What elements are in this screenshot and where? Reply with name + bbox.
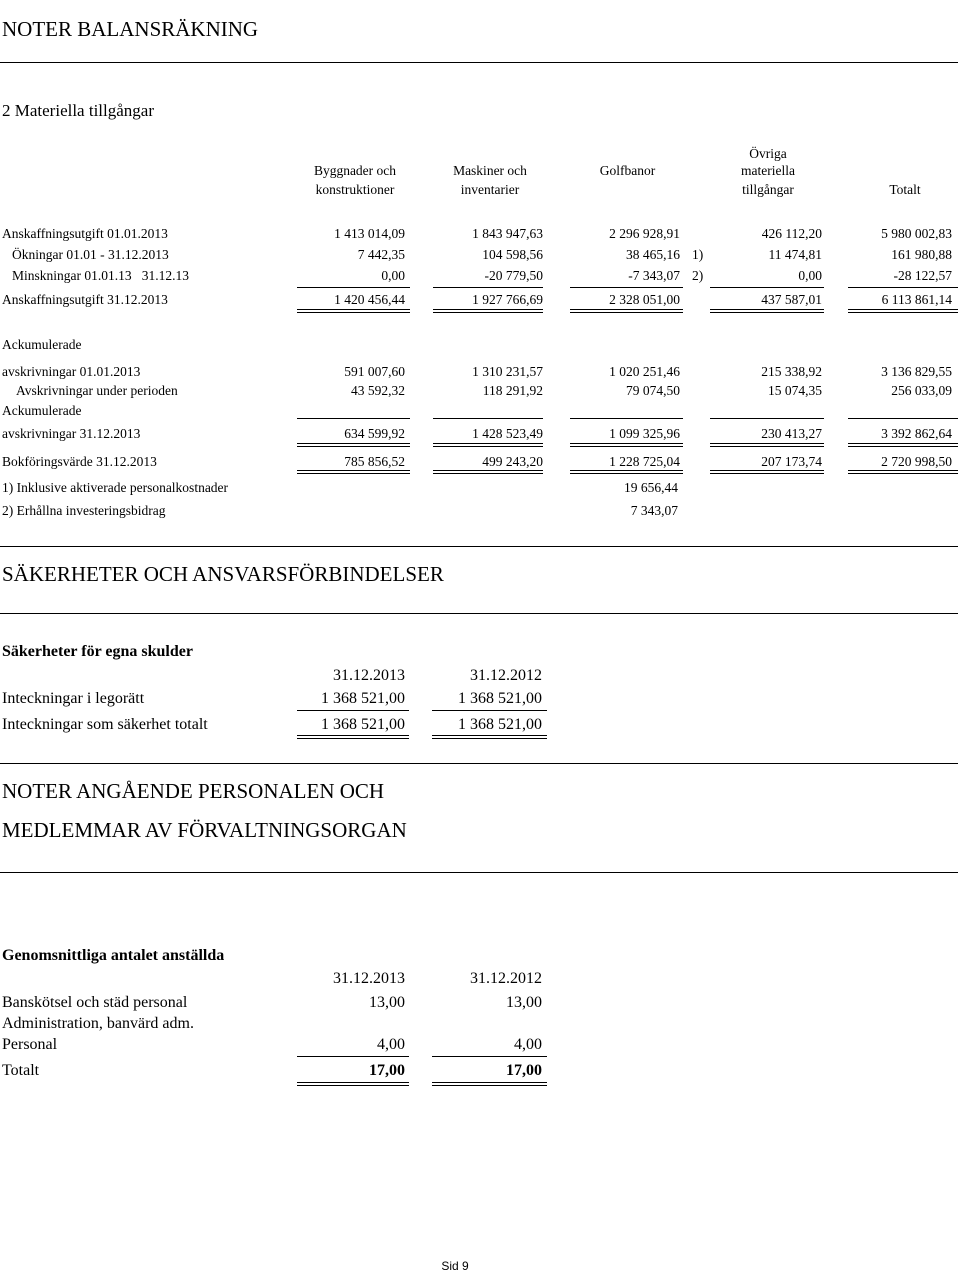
underline [710, 418, 824, 419]
asset-cell: 256 033,09 [891, 383, 952, 398]
double-underline [570, 443, 683, 447]
asset-cell: 1 099 325,96 [609, 426, 680, 441]
double-underline [432, 1082, 547, 1086]
personnel-title-line1: NOTER ANGÅENDE PERSONALEN OCH [2, 779, 385, 803]
personnel-col-2012: 31.12.2012 [470, 970, 542, 987]
asset-cell: 3 392 862,64 [881, 426, 952, 441]
underline [433, 287, 543, 288]
asset-cell: 1 843 947,63 [472, 226, 543, 241]
underline [297, 1056, 409, 1057]
col-header-line: tillgångar [742, 182, 794, 197]
footnote-value: 19 656,44 [624, 480, 678, 495]
asset-cell: 215 338,92 [761, 364, 822, 379]
page-number: Sid 9 [441, 1259, 469, 1273]
col-header-line: inventarier [460, 182, 520, 197]
asset-cell: 1 428 523,49 [472, 426, 543, 441]
asset-cell: 230 413,27 [761, 426, 822, 441]
double-underline [433, 443, 543, 447]
double-underline [297, 735, 409, 739]
personnel-col-2013: 31.12.2013 [333, 970, 405, 987]
double-underline [570, 470, 683, 474]
asset-cell: 104 598,56 [482, 247, 543, 262]
asset-cell: 15 074,35 [768, 383, 822, 398]
double-underline [297, 1082, 409, 1086]
asset-cell: -28 122,57 [893, 268, 952, 283]
footnote-label: 1) Inklusive aktiverade personalkostnader [2, 480, 229, 495]
double-underline [297, 443, 410, 447]
asset-cell: 7 442,35 [357, 247, 405, 262]
personnel-row-label: Personal [2, 1036, 58, 1053]
double-underline [710, 309, 824, 313]
securities-row-label: Inteckningar i legorätt [2, 690, 145, 707]
asset-cell: 38 465,16 [626, 247, 680, 262]
divider [0, 62, 958, 63]
col-header-line: Maskiner och [453, 163, 527, 178]
col-header-line: Övriga [749, 146, 787, 161]
divider [0, 546, 958, 547]
double-underline [710, 443, 824, 447]
asset-cell: 1 927 766,69 [472, 292, 543, 307]
asset-cell: 3 136 829,55 [881, 364, 952, 379]
asset-cell: 6 113 861,14 [881, 292, 952, 307]
personnel-title-line2: MEDLEMMAR AV FÖRVALTNINGSORGAN [2, 818, 407, 842]
asset-row-label: Bokföringsvärde 31.12.2013 [2, 454, 157, 469]
asset-cell: 118 291,92 [482, 383, 543, 398]
personnel-total-label: Totalt [2, 1062, 40, 1079]
asset-cell: 785 856,52 [344, 454, 405, 469]
asset-cell: 437 587,01 [761, 292, 822, 307]
asset-row-label: Minskningar 01.01.13 31.12.13 [12, 268, 189, 283]
asset-row-label: Ackumulerade [2, 337, 82, 352]
footnote-value: 7 343,07 [630, 503, 678, 518]
personnel-row-value: 4,00 [514, 1036, 542, 1053]
double-underline [710, 470, 824, 474]
underline [432, 710, 547, 711]
divider [0, 613, 958, 614]
asset-cell: 591 007,60 [344, 364, 405, 379]
asset-row-note: 2) [692, 268, 704, 283]
asset-cell: -20 779,50 [484, 268, 543, 283]
asset-cell: 634 599,92 [344, 426, 405, 441]
col-header-machines [425, 163, 555, 198]
securities-row-label: Inteckningar som säkerhet totalt [2, 716, 208, 733]
asset-cell: 0,00 [798, 268, 822, 283]
asset-cell: -7 343,07 [628, 268, 680, 283]
underline [848, 287, 958, 288]
double-underline [432, 735, 547, 739]
underline [848, 418, 958, 419]
asset-cell: 499 243,20 [482, 454, 543, 469]
personnel-row-value: 13,00 [506, 994, 542, 1011]
asset-row-note: 1) [692, 247, 704, 262]
divider [0, 872, 958, 873]
col-header-other [708, 146, 828, 198]
underline [432, 1056, 547, 1057]
asset-cell: 43 592,32 [351, 383, 405, 398]
col-header-line: konstruktioner [315, 182, 395, 197]
asset-cell: 1 413 014,09 [334, 226, 405, 241]
double-underline [297, 309, 410, 313]
securities-subtitle: Säkerheter för egna skulder [2, 643, 193, 660]
footnote-label: 2) Erhållna investeringsbidrag [2, 503, 166, 518]
securities-row-value: 1 368 521,00 [321, 716, 405, 733]
double-underline [433, 309, 543, 313]
securities-row-value: 1 368 521,00 [458, 716, 542, 733]
col-header-golf [570, 163, 685, 179]
asset-row-label: Avskrivningar under perioden [16, 383, 178, 398]
double-underline [848, 470, 958, 474]
section-title: 2 Materiella tillgångar [2, 101, 154, 120]
securities-col-2013: 31.12.2013 [333, 667, 405, 684]
underline [570, 418, 683, 419]
asset-row-label: avskrivningar 01.01.2013 [2, 364, 141, 379]
asset-row-label: Ökningar 01.01 - 31.12.2013 [12, 247, 169, 262]
col-header-total [860, 182, 950, 198]
asset-cell: 5 980 002,83 [881, 226, 952, 241]
asset-cell: 1 020 251,46 [609, 364, 680, 379]
securities-title: SÄKERHETER OCH ANSVARSFÖRBINDELSER [2, 562, 444, 586]
personnel-row-label: Administration, banvärd adm. [2, 1015, 194, 1032]
asset-cell: 1 310 231,57 [472, 364, 543, 379]
double-underline [848, 443, 958, 447]
personnel-total-value: 17,00 [369, 1062, 405, 1079]
asset-row-label: Anskaffningsutgift 31.12.2013 [2, 292, 168, 307]
page-title: NOTER BALANSRÄKNING [2, 17, 259, 41]
asset-cell: 426 112,20 [761, 226, 822, 241]
personnel-row-value: 4,00 [377, 1036, 405, 1053]
securities-row-value: 1 368 521,00 [321, 690, 405, 707]
asset-cell: 2 720 998,50 [881, 454, 952, 469]
securities-col-2012: 31.12.2012 [470, 667, 542, 684]
double-underline [433, 470, 543, 474]
col-header-buildings [290, 163, 420, 198]
asset-row-label: Anskaffningsutgift 01.01.2013 [2, 226, 168, 241]
asset-cell: 2 296 928,91 [609, 226, 680, 241]
asset-cell: 0,00 [381, 268, 405, 283]
asset-row-label: avskrivningar 31.12.2013 [2, 426, 141, 441]
underline [297, 418, 410, 419]
personnel-row-label: Banskötsel och städ personal [2, 994, 188, 1011]
double-underline [570, 309, 683, 313]
asset-cell: 79 074,50 [626, 383, 680, 398]
securities-row-value: 1 368 521,00 [458, 690, 542, 707]
underline [570, 287, 683, 288]
asset-cell: 161 980,88 [891, 247, 952, 262]
underline [710, 287, 824, 288]
col-header-line: Totalt [889, 182, 921, 197]
divider [0, 763, 958, 764]
asset-cell: 1 228 725,04 [609, 454, 680, 469]
double-underline [848, 309, 958, 313]
underline [297, 287, 410, 288]
col-header-line: materiella [741, 163, 795, 178]
asset-cell: 2 328 051,00 [609, 292, 680, 307]
personnel-row-value: 13,00 [369, 994, 405, 1011]
col-header-line: Golfbanor [599, 163, 656, 178]
underline [433, 418, 543, 419]
asset-row-label: Ackumulerade [2, 403, 82, 418]
asset-cell: 207 173,74 [761, 454, 822, 469]
personnel-total-value: 17,00 [506, 1062, 542, 1079]
asset-cell: 1 420 456,44 [334, 292, 405, 307]
col-header-line: Byggnader och [313, 163, 397, 178]
double-underline [297, 470, 410, 474]
asset-cell: 11 474,81 [768, 247, 822, 262]
personnel-subtitle: Genomsnittliga antalet anställda [2, 947, 225, 964]
underline [297, 710, 409, 711]
